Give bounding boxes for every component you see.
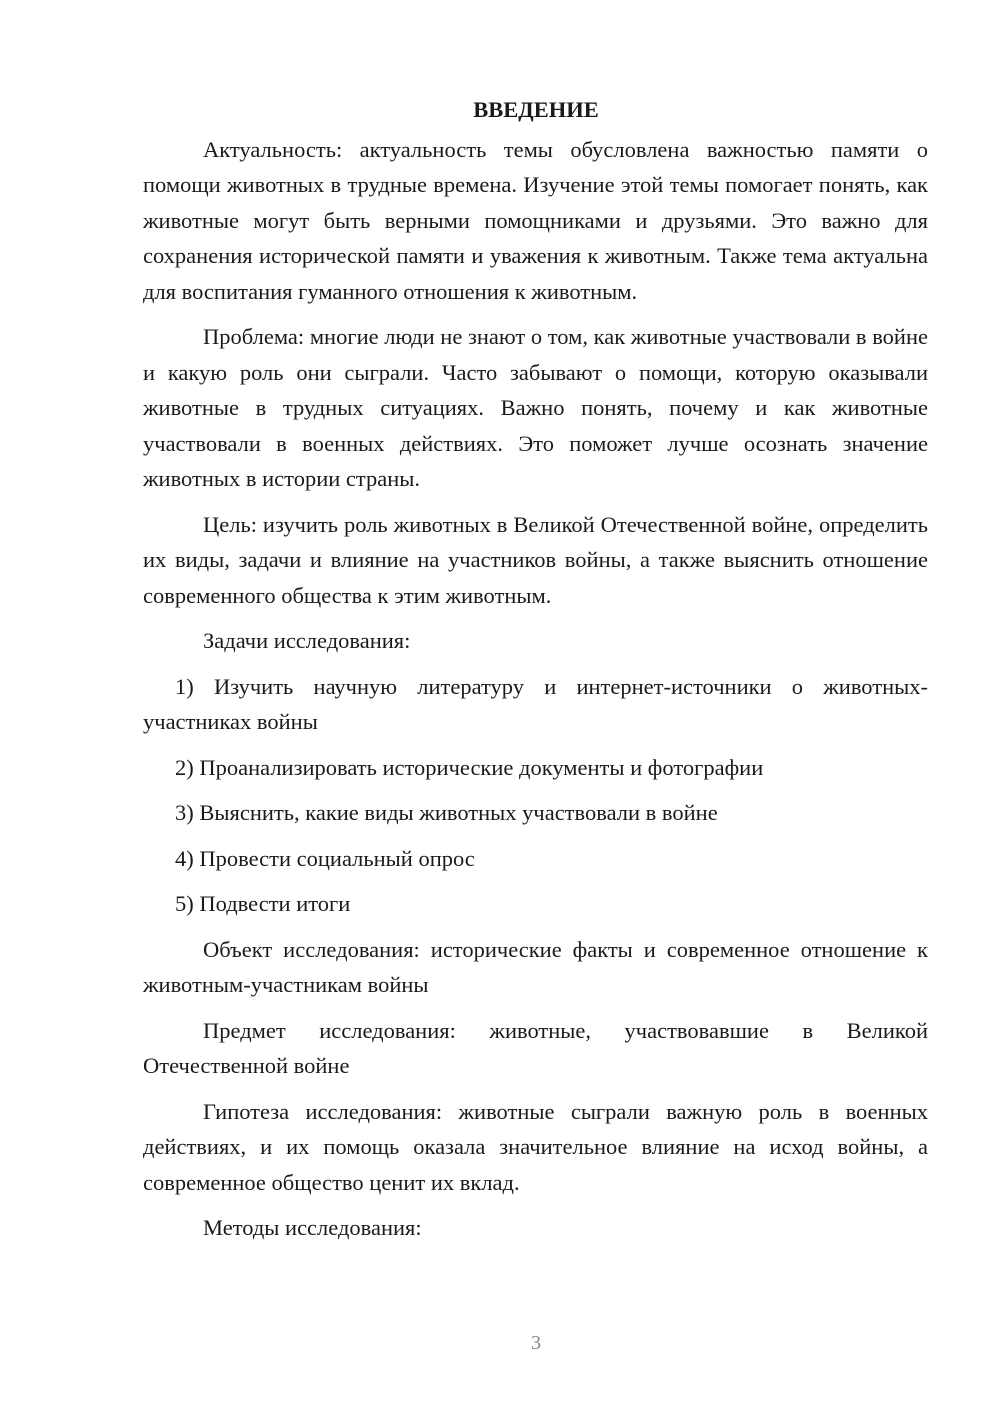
list-item: 4) Провести социальный опрос [175, 845, 475, 871]
list-item: 2) Проанализировать исторические документы и фотографии [175, 754, 764, 780]
methods-heading: Методы исследования: [203, 1215, 422, 1240]
tasks-list [143, 669, 928, 922]
list-item: 3) Выяснить, какие виды животных участвовали в войне [175, 800, 718, 825]
list-item: 5) Подвести итоги [175, 891, 351, 916]
page-number: 3 [531, 1332, 541, 1354]
problem-paragraph: Проблема: многие люди не знают о том, как животные участвовали в войне и какую роль они сыграли. Часто забывают о помощи, которую оказывали животные в трудных ситуациях. Важно понять, почему и как животные участвовали в военных действиях. Это поможет лучше осознать значение животных в истории страны. [143, 324, 928, 491]
subject-paragraph: Предмет исследования: животные, участвовавшие в Великой Отечественной войне [143, 1017, 928, 1078]
page-title: ВВЕДЕНИЕ [473, 97, 599, 122]
object-paragraph: Объект исследования: исторические факты и современное отношение к животным-участникам войны [143, 936, 928, 997]
hypothesis-paragraph: Гипотеза исследования: животные сыграли важную роль в военных действиях, и их помощь оказала значительное влияние на исход войны, а современное общество ценит их вклад. [143, 1098, 928, 1195]
tasks-heading: Задачи исследования: [203, 628, 411, 653]
list-item: 1) Изучить научную литературу и интернет-источники о животных-участниках войны [143, 673, 928, 734]
document-page [143, 92, 928, 1256]
relevance-paragraph: Актуальность: актуальность темы обусловлена важностью памяти о помощи животных в трудные времена. Изучение этой темы помогает понять, как животные могут быть верными помощниками и друзьями. Это важно для сохранения исторической памяти и уважения к животным. Также тема актуальна для воспитания гуманного отношения к животным. [143, 136, 928, 304]
goal-paragraph: Цель: изучить роль животных в Великой Отечественной войне, определить их виды, задачи и влияние на участников войны, а также выяснить отношение современного общества к этим животным. [143, 511, 928, 608]
